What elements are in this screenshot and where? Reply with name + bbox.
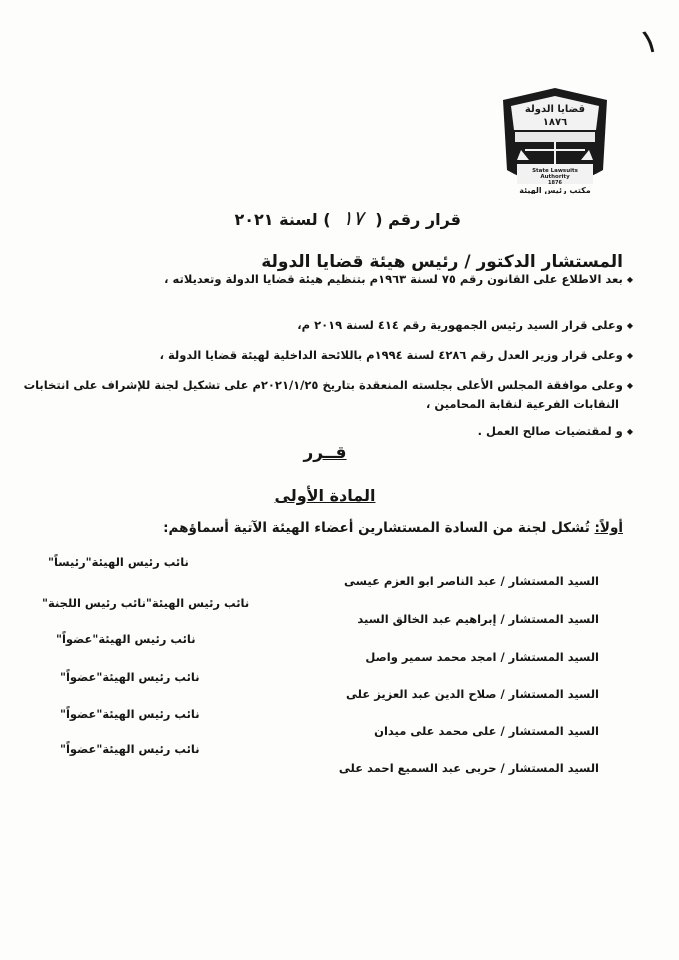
svg-text:1876: 1876 (548, 180, 562, 186)
page-number-mark: ١ (635, 19, 663, 64)
diamond-bullet-icon: ◆ (626, 380, 633, 390)
member-role: نائب رئيس الهيئة"رئيساً" (48, 555, 189, 569)
first-clause-lead: أولاً: (594, 520, 623, 536)
preamble-item: ◆وعلى قرار وزير العدل رقم ٤٢٨٦ لسنة ١٩٩٤م باللائحة الداخلية لهيئة قضايا الدولة ، (33, 346, 633, 365)
member-name: السيد المستشار / حربى عبد السميع احمد على (338, 761, 599, 775)
diamond-bullet-icon: ◆ (626, 350, 633, 360)
decision-number: ١٧ (342, 206, 364, 230)
decree-heading: قــرر (303, 443, 347, 463)
preamble-item: ◆و لمقتضيات صالح العمل . (33, 422, 633, 441)
first-clause-text: تُشكل لجنة من السادة المستشارين أعضاء الهيئة الآتية أسماؤهم: (163, 520, 590, 536)
preamble-item: ◆وعلى موافقة المجلس الأعلى بجلسته المنعقدة بتاريخ ٢٠٢١/١/٢٥م على تشكيل لجنة للإشراف على انتخابات النقابات الفرعية لنقابة المحامين ، (23, 378, 633, 411)
svg-text:١٨٧٦: ١٨٧٦ (542, 117, 568, 128)
decision-suffix: ) لسنة ٢٠٢١ (234, 210, 331, 229)
article-heading: المادة الأولى (274, 486, 376, 505)
member-role: نائب رئيس الهيئة"عضواً" (60, 670, 200, 684)
svg-text:مكتب رئيس الهيئة: مكتب رئيس الهيئة (519, 186, 591, 194)
preamble-item: ◆وعلى قرار السيد رئيس الجمهورية رقم ٤١٤ لسنة ٢٠١٩ م، (33, 316, 633, 335)
member-role: نائب رئيس الهيئة"نائب رئيس اللجنة" (42, 596, 250, 610)
diamond-bullet-icon: ◆ (626, 320, 633, 330)
diamond-bullet-icon: ◆ (626, 274, 633, 284)
member-name: السيد المستشار / صلاح الدين عبد العزيز على (346, 687, 599, 701)
member-name: السيد المستشار / على محمد على ميدان (374, 724, 599, 738)
member-role: نائب رئيس الهيئة"عضواً" (60, 742, 200, 756)
member-role: نائب رئيس الهيئة"عضواً" (60, 707, 200, 721)
preamble-item: ◆بعد الاطلاع على القانون رقم ٧٥ لسنة ١٩٦٣م بتنظيم هيئة قضايا الدولة وتعديلاته ، (33, 270, 633, 289)
diamond-bullet-icon: ◆ (626, 426, 633, 436)
issuer-title: المستشار الدكتور / رئيس هيئة قضايا الدولة (261, 252, 623, 272)
decision-prefix: قرار رقم ( (375, 210, 461, 229)
svg-text:Authority: Authority (540, 174, 570, 180)
svg-text:State Lawsuits: State Lawsuits (532, 168, 578, 174)
member-name: السيد المستشار / امجد محمد سمير واصل (365, 650, 599, 664)
svg-text:قضايا الدولة: قضايا الدولة (524, 104, 586, 115)
member-name: السيد المستشار / إبراهيم عبد الخالق السيد (357, 612, 599, 626)
member-role: نائب رئيس الهيئة"عضواً" (56, 632, 196, 646)
member-name: السيد المستشار / عبد الناصر ابو العزم عيسى (344, 574, 599, 588)
preamble-item-continuation: النقابات الفرعية لنقابة المحامين ، (426, 396, 619, 411)
